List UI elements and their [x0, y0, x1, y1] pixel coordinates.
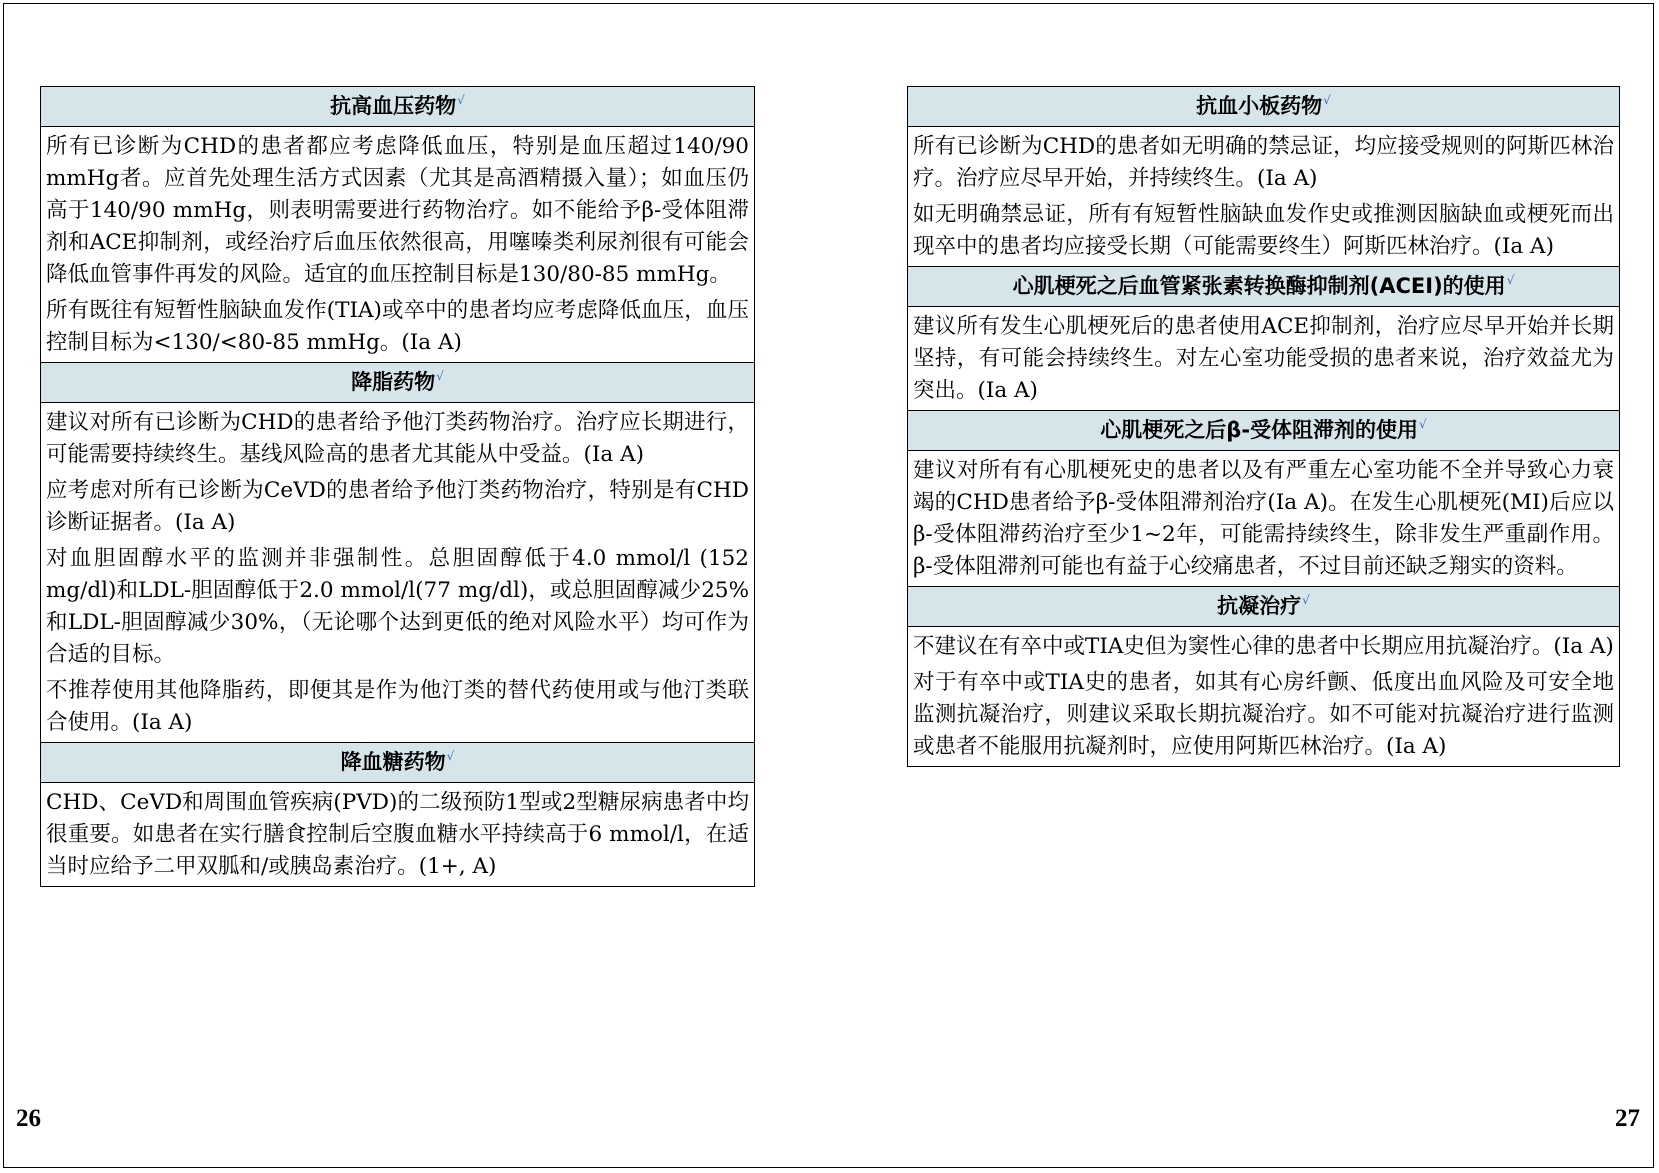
- section-title: 心肌梗死之后血管紧张素转换酶抑制剂(ACEI)的使用: [1012, 274, 1506, 298]
- check-mark-icon: √: [1506, 273, 1515, 287]
- check-mark-icon: √: [436, 369, 444, 383]
- section-title: 降脂药物: [351, 370, 436, 394]
- section-title: 心肌梗死之后β-受体阻滞剂的使用: [1100, 418, 1419, 442]
- left-page-guideline-box: [40, 86, 755, 887]
- section-body-antiplatelet: [908, 127, 1619, 266]
- paragraph: 应考虑对所有已诊断为CeVD的患者给予他汀类药物治疗，特别是有CHD诊断证据者。(Ia A): [46, 478, 749, 535]
- section-title: 抗高血压药物: [330, 94, 457, 118]
- check-mark-icon: √: [1419, 417, 1427, 431]
- check-mark-icon: √: [457, 93, 465, 107]
- section-header-acei: [908, 266, 1619, 307]
- section-body-anticoagulation: [908, 627, 1619, 766]
- paragraph: 对血胆固醇水平的监测并非强制性。总胆固醇低于4.0 mmol/l (152 mg/dl)和LDL-胆固醇低于2.0 mmol/l(77 mg/dl)，或总胆固醇减少25%和LDL-胆固醇减少30%，（无论哪个达到更低的绝对风险水平）均可作为合适的目标。: [46, 546, 749, 667]
- section-body-acei: [908, 307, 1619, 410]
- section-title: 降血糖药物: [340, 750, 446, 774]
- paragraph: 建议对所有有心肌梗死史的患者以及有严重左心室功能不全并导致心力衰竭的CHD患者给予β-受体阻滞剂治疗(Ia A)。在发生心肌梗死(MI)后应以β-受体阻滞药治疗至少1~2年，可能需持续终生，除非发生严重副作用。β-受体阻滞剂可能也有益于心绞痛患者，不过目前还缺乏翔实的资料。: [913, 458, 1614, 579]
- section-header-beta-blocker: [908, 410, 1619, 451]
- section-header-antiplatelet: [908, 87, 1619, 127]
- right-page-guideline-box: [907, 86, 1620, 767]
- paragraph: 对于有卒中或TIA史的患者，如其有心房纤颤、低度出血风险及可安全地监测抗凝治疗，则建议采取长期抗凝治疗。如不可能对抗凝治疗进行监测或患者不能服用抗凝剂时，应使用阿斯匹林治疗。(Ia A): [913, 670, 1614, 759]
- paragraph: 所有已诊断为CHD的患者如无明确的禁忌证，均应接受规则的阿斯匹林治疗。治疗应尽早开始，并持续终生。(Ia A): [913, 134, 1614, 191]
- section-header-lipid-lowering: [41, 362, 754, 403]
- page-number-right: 27: [1615, 1105, 1640, 1132]
- paragraph: 建议对所有已诊断为CHD的患者给予他汀类药物治疗。治疗应长期进行，可能需要持续终生。基线风险高的患者尤其能从中受益。(Ia A): [46, 410, 749, 467]
- section-body-hypoglycemic: [41, 783, 754, 886]
- section-body-antihypertensive: [41, 127, 754, 362]
- check-mark-icon: √: [1323, 93, 1331, 107]
- paragraph: 不推荐使用其他降脂药，即便其是作为他汀类的替代药使用或与他汀类联合使用。(Ia A): [46, 678, 749, 735]
- section-header-antihypertensive: [41, 87, 754, 127]
- section-title: 抗血小板药物: [1196, 94, 1323, 118]
- section-header-anticoagulation: [908, 586, 1619, 627]
- paragraph: 所有已诊断为CHD的患者都应考虑降低血压，特别是血压超过140/90 mmHg者。应首先处理生活方式因素（尤其是高酒精摄入量）；如血压仍高于140/90 mmHg，则表明需要进行药物治疗。如不能给予β-受体阻滞剂和ACE抑制剂，或经治疗后血压依然很高，用噻嗪类利尿剂很有可能会降低血管事件再发的风险。适宜的血压控制目标是130/80-85 mmHg。: [46, 134, 749, 287]
- paragraph: 如无明确禁忌证，所有有短暂性脑缺血发作史或推测因脑缺血或梗死而出现卒中的患者均应接受长期（可能需要终生）阿斯匹林治疗。(Ia A): [913, 202, 1614, 259]
- paragraph: 不建议在有卒中或TIA史但为窦性心律的患者中长期应用抗凝治疗。(Ia A): [913, 634, 1614, 659]
- section-title: 抗凝治疗: [1217, 594, 1302, 618]
- section-body-beta-blocker: [908, 451, 1619, 586]
- page-number-left: 26: [16, 1105, 41, 1132]
- section-header-hypoglycemic: [41, 742, 754, 783]
- check-mark-icon: √: [1302, 593, 1310, 607]
- paragraph: 所有既往有短暂性脑缺血发作(TIA)或卒中的患者均应考虑降低血压，血压控制目标为<130/<80-85 mmHg。(Ia A): [46, 298, 749, 355]
- paragraph: 建议所有发生心肌梗死后的患者使用ACE抑制剂，治疗应尽早开始并长期坚持，有可能会持续终生。对左心室功能受损的患者来说，治疗效益尤为突出。(Ia A): [913, 314, 1614, 403]
- check-mark-icon: √: [446, 749, 455, 763]
- section-body-lipid-lowering: [41, 403, 754, 742]
- paragraph: CHD、CeVD和周围血管疾病(PVD)的二级预防1型或2型糖尿病患者中均很重要。如患者在实行膳食控制后空腹血糖水平持续高于6 mmol/l，在适当时应给予二甲双胍和/或胰岛素治疗。(1+, A): [46, 790, 749, 879]
